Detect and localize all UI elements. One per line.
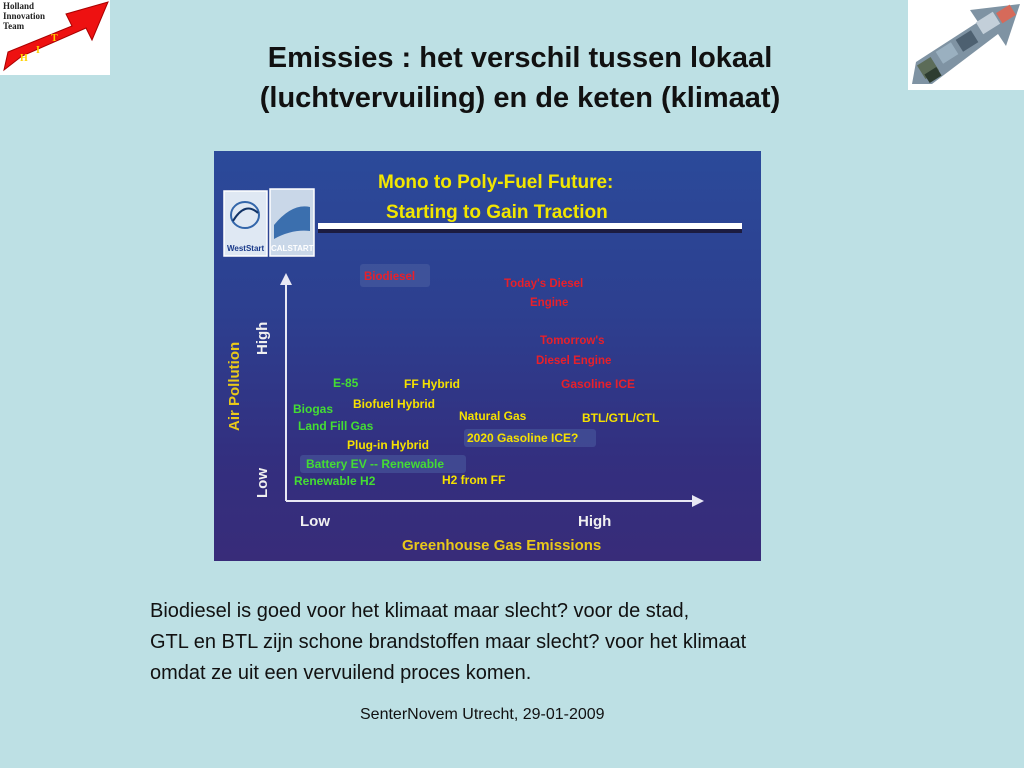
- item-gasoline-ice: Gasoline ICE: [561, 377, 636, 391]
- hit-letter-h: H: [20, 53, 28, 64]
- x-axis-high-label: High: [578, 513, 612, 530]
- slide-footer: SenterNovem Utrecht, 29-01-2009: [360, 706, 605, 723]
- x-axis-label: Greenhouse Gas Emissions: [402, 537, 602, 554]
- item-e85: E-85: [333, 376, 359, 390]
- fuel-future-diagram-svg: [214, 151, 761, 561]
- item-natural-gas: Natural Gas: [459, 409, 527, 423]
- item-battery-ev: Battery EV -- Renewable: [306, 457, 445, 471]
- caption-line-2: GTL en BTL zijn schone brandstoffen maar slecht? voor het klimaat: [150, 631, 747, 653]
- item-biofuel-hybrid: Biofuel Hybrid: [353, 397, 436, 411]
- hit-logo-line: Holland: [3, 1, 35, 11]
- item-biogas: Biogas: [293, 402, 334, 416]
- item-land-fill-gas: Land Fill Gas: [298, 419, 374, 433]
- weststart-logo-text: WestStart: [227, 244, 265, 253]
- item-btl-gtl-ctl: BTL/GTL/CTL: [582, 411, 660, 425]
- diagram-heading-2: Starting to Gain Traction: [386, 202, 608, 223]
- y-axis-arrowhead: [280, 273, 292, 285]
- y-axis-label: Air Pollution: [226, 341, 243, 431]
- photo-arrow-logo: [908, 0, 1024, 90]
- hit-logo-line: Innovation: [3, 11, 46, 21]
- item-plugin-hybrid: Plug-in Hybrid: [347, 438, 429, 452]
- item-h2-from-ff: H2 from FF: [442, 473, 506, 487]
- slide-title-line-2: (luchtvervuiling) en de keten (klimaat): [259, 82, 781, 114]
- calstart-logo-text: CALSTART: [271, 244, 314, 253]
- hit-letter-i: I: [36, 45, 40, 56]
- item-2020-gasoline-ice: 2020 Gasoline ICE?: [467, 431, 579, 445]
- item-renewable-h2: Renewable H2: [294, 474, 376, 488]
- y-axis-high-label: High: [254, 321, 271, 355]
- caption-line-3: omdat ze uit een vervuilend proces komen.: [150, 662, 532, 684]
- item-tomorrows-diesel-2: Diesel Engine: [536, 355, 612, 367]
- x-axis-low-label: Low: [300, 513, 330, 530]
- hit-logo-line: Team: [3, 21, 25, 31]
- caption-line-1: Biodiesel is goed voor het klimaat maar slecht? voor de stad,: [150, 600, 690, 622]
- diagram-heading-1: Mono to Poly-Fuel Future:: [378, 172, 614, 193]
- item-ff-hybrid: FF Hybrid: [404, 377, 460, 391]
- item-biodiesel: Biodiesel: [364, 271, 416, 283]
- slide-caption: [150, 596, 950, 689]
- y-axis-low-label: Low: [254, 468, 271, 498]
- hit-logo: [0, 0, 110, 75]
- slide-title-line-1: Emissies : het verschil tussen lokaal: [267, 42, 773, 74]
- photo-collage-arrow: [908, 0, 1024, 90]
- header-rule: [318, 223, 742, 229]
- hit-letter-t: T: [51, 33, 58, 44]
- hit-logo-text: [3, 1, 45, 31]
- x-axis-arrowhead: [692, 495, 704, 507]
- item-tomorrows-diesel-1: Tomorrow's: [540, 335, 605, 347]
- item-todays-diesel-1: Today's Diesel: [504, 278, 584, 290]
- slide-title: [150, 38, 890, 118]
- fuel-future-diagram: [214, 151, 761, 561]
- item-todays-diesel-2: Engine: [530, 297, 569, 309]
